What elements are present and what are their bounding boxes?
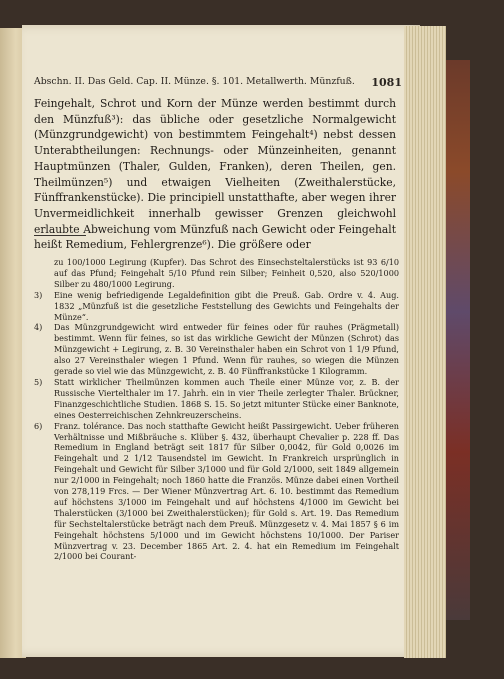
footnote-text: zu 100/1000 Legirung (Kupfer). Das Schrot des Einsechsteltalerstücks ist 93 6/10 auf das Pfund; Feingehalt 5/10 Pfund rein Silber; Feinheit 0,520, also 520/1000 Silber zu 480/1000 Legirung. [54, 257, 399, 289]
footnote [34, 290, 399, 323]
main-paragraph: Feingehalt, Schrot und Korn der Münze werden bestimmt durch den Münzfuß³): das übliche oder gesetzliche Normalgewicht (Münzgrundgewicht) von bestimmtem Feingehalt⁴) nebst dessen Unterabtheilungen: Rechnungs- oder Münzeinheiten, genannt Hauptmünzen (Thaler, Gulden, Franken), deren Theilen, gen. Theilmünzen⁵) und etwaigen Vielheiten (Zweithalerstücke, Fünffrankenstücke). Die principiell unstatthafte, aber wegen ihrer Unvermeidlichkeit innerhalb gewisser Grenzen gleichwohl erlaubte Abweichung vom Münzfuß nach Gewicht oder Feingehalt heißt Remedium, Fehlergrenze⁶). Die größere oder [34, 97, 396, 252]
footnote-rule [34, 235, 86, 236]
footnotes [34, 257, 399, 562]
running-title: Abschn. II. Das Geld. Cap. II. Münze. §. 101. Metallwerth. Münzfuß. [34, 76, 355, 87]
footnote-text: Das Münzgrundgewicht wird entweder für feines oder für rauhes (Prägmetall) bestimmt. Wenn für feines, so ist das wirkliche Gewicht der Münzen (Schrot) das Münzgewicht + Legirung, z. B. 30 Vereinsthaler haben ein Schrot von 1 1/9 Pfund, also 27 Vereinsthaler wiegen 1 Pfund. Wenn für rauhes, so wiegen die Münzen gerade so viel wie das Münzgewicht, z. B. 40 Fünffrankstücke 1 Kilogramm. [54, 322, 399, 377]
footnote [34, 377, 399, 421]
page-edges [404, 26, 446, 658]
footnote [34, 421, 399, 563]
footnote-number: 5) [34, 376, 43, 387]
footnote-text: Statt wirklicher Theilmünzen kommen auch Theile einer Münze vor, z. B. der Russische Viertelthaler im 17. Jahrh. ein in vier Theile zerlegter Thaler. Brückner, Finanzgeschichtliche Studien. 1868 S. 15. So jetzt mitunter Stücke einer Banknote, eines Oesterreichischen Zehnkreuzerscheins. [54, 376, 399, 420]
footnote [34, 322, 399, 377]
footnote-number: 6) [34, 420, 43, 431]
page-number: 1081 [371, 76, 402, 89]
marbled-binding [446, 60, 470, 620]
footnote-number [34, 257, 54, 290]
footnote-number: 3) [34, 289, 43, 300]
footnote-text: Eine wenig befriedigende Legaldefinition gibt die Preuß. Gab. Ordre v. 4. Aug. 1832 „Münzfuß ist die gesetzliche Feststellung des Gewichts und Feingehalts der Münze“. [54, 289, 399, 322]
running-header [34, 76, 402, 89]
footnote [34, 257, 399, 290]
footnote-text: Franz. tolérance. Das noch statthafte Gewicht heißt Passirgewicht. Ueber früheren Verhältnisse und Mißbräuche s. Klüber §. 432, überhaupt Chevalier p. 228 ff. Das Remedium in England beträgt seit 1817 für Silber 0,0042, für Gold 0,0026 im Feingehalt und 2 1/12 Tausendstel im Gewicht. In Frankreich ursprünglich in Feingehalt und Gewicht für Silber 3/1000 und für Gold 2/1000, seit 1849 allgemein nur 2/1000 in Feingehalt; noch 1860 hatte die Französ. Münze dabei einen Vortheil von 278,119 Frcs. — Der Wiener Münzvertrag Art. 6. 10. bestimmt das Remedium auf höchstens 3/1000 im Feingehalt und auf höchstens 4/1000 im Gewicht bei Thalerstücken (3/1000 bei Zweithalerstücken); für Gold s. Art. 19. Das Remedium für Sechsteltalerstücke beträgt nach dem Preuß. Münzgesetz v. 4. Mai 1857 § 6 im Feingehalt höchstens 5/1000 und im Gewicht höchstens 10/1000. Der Pariser Münzvertrag v. 23. December 1865 Art. 2. 4. hat ein Remedium im Feingehalt 2/1000 bei Courant- [54, 420, 399, 562]
footnote-number: 4) [34, 322, 43, 333]
